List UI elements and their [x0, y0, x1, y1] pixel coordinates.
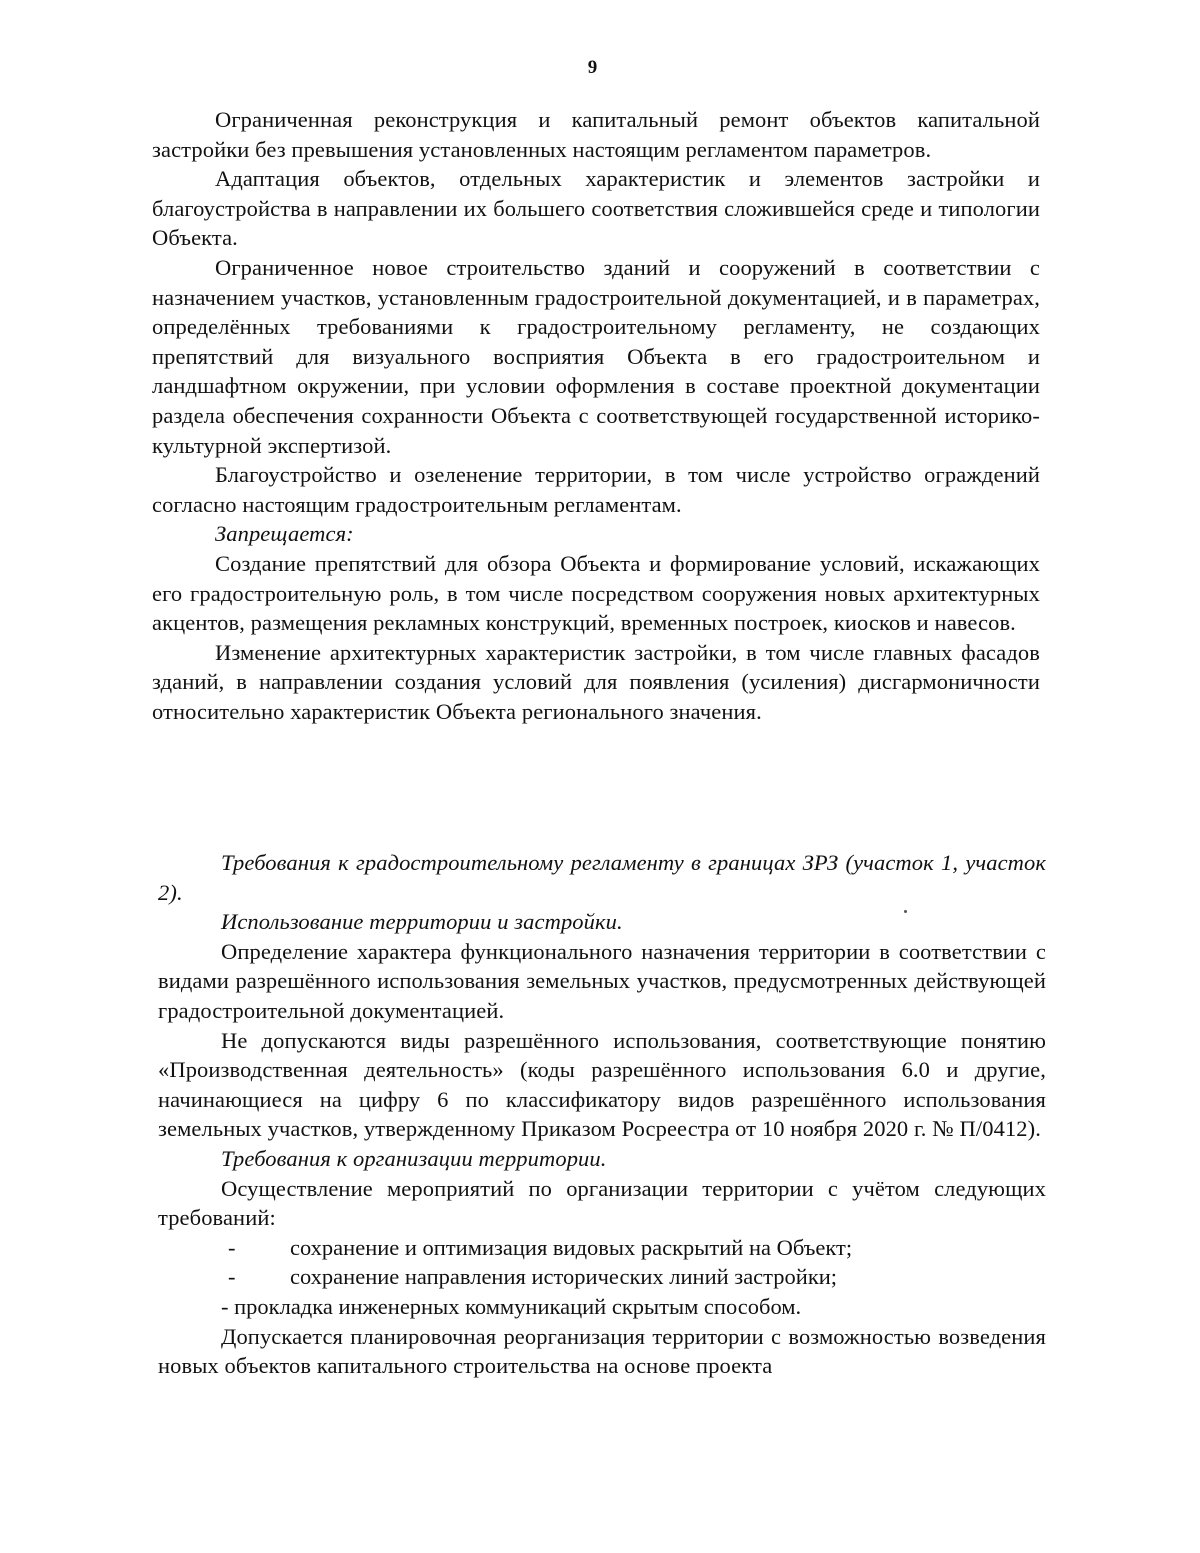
scan-speck — [904, 910, 907, 913]
page-number: 9 — [587, 57, 598, 78]
list-item-text: сохранение и оптимизация видовых раскрытий на Объект; — [290, 1234, 853, 1260]
section-zrz-requirements — [158, 848, 1046, 1381]
list-dash: - — [228, 1234, 236, 1260]
forbidden-heading: Запрещается: — [215, 521, 354, 547]
paragraph-not-allowed-uses: Не допускаются виды разрешённого использования, соответствующие понятию «Производственная деятельность» (коды разрешённого использования 6.0 и другие, начинающиеся на цифру 6 по классификатору видов разрешённого использования земельных участков, утвержденному Приказом Росреестра от 10 ноября 2020 г. № П/0412). — [158, 1027, 1046, 1142]
list-item — [158, 1262, 1046, 1292]
paragraph-functional-purpose: Определение характера функционального назначения территории в соответствии с видами разрешённого использования земельных участков, предусмотренных действующей градостроительной документацией. — [158, 938, 1046, 1023]
section-general-requirements — [152, 105, 1040, 726]
list-item-last: - прокладка инженерных коммуникаций скрытым способом. — [221, 1293, 802, 1319]
zrz-heading: Требования к градостроительному регламенту в границах ЗРЗ (участок 1, участок 2). — [158, 850, 1046, 905]
list-item-text: сохранение направления исторических линий застройки; — [290, 1264, 838, 1290]
list-dash: - — [228, 1264, 236, 1290]
paragraph-limited-reconstruction: Ограниченная реконструкция и капитальный ремонт объектов капитальной застройки без превышения установленных настоящим регламентом параметров. — [152, 107, 1040, 162]
paragraph-landscaping: Благоустройство и озеленение территории, в том числе устройство ограждений согласно настоящим градостроительным регламентам. — [152, 462, 1040, 517]
paragraph-limited-construction: Ограниченное новое строительство зданий и сооружений в соответствии с назначением участков, установленным градостроительной документацией, и в параметрах, определённых требованиями к градостроительному регламенту, не создающих препятствий для визуального восприятия Объекта в его градостроительном и ландшафтном окружении, при условии оформления в составе проектной документации раздела обеспечения сохранности Объекта с соответствующей государственной историко-культурной экспертизой. — [152, 254, 1040, 458]
list-item — [158, 1233, 1046, 1263]
subheading-territory-use: Использование территории и застройки. — [221, 909, 623, 935]
paragraph-architecture-change: Изменение архитектурных характеристик застройки, в том числе главных фасадов зданий, в направлении создания условий для появления (усиления) дисгармоничности относительно характеристик Объекта регионального значения. — [152, 639, 1040, 724]
paragraph-organization-measures: Осуществление мероприятий по организации территории с учётом следующих требований: — [158, 1175, 1046, 1231]
subheading-territory-organization: Требования к организации территории. — [221, 1145, 607, 1171]
paragraph-obstruction: Создание препятствий для обзора Объекта и формирование условий, искажающих его градостроительную роль, в том числе посредством сооружения новых архитектурных акцентов, размещения рекламных конструкций, временных построек, киосков и навесов. — [152, 550, 1040, 636]
paragraph-adaptation: Адаптация объектов, отдельных характеристик и элементов застройки и благоустройства в направлении их большего соответствия сложившейся среде и типологии Объекта. — [152, 166, 1040, 251]
paragraph-replanning: Допускается планировочная реорганизация территории с возможностью возведения новых объектов капитального строительства на основе проекта — [158, 1323, 1046, 1379]
